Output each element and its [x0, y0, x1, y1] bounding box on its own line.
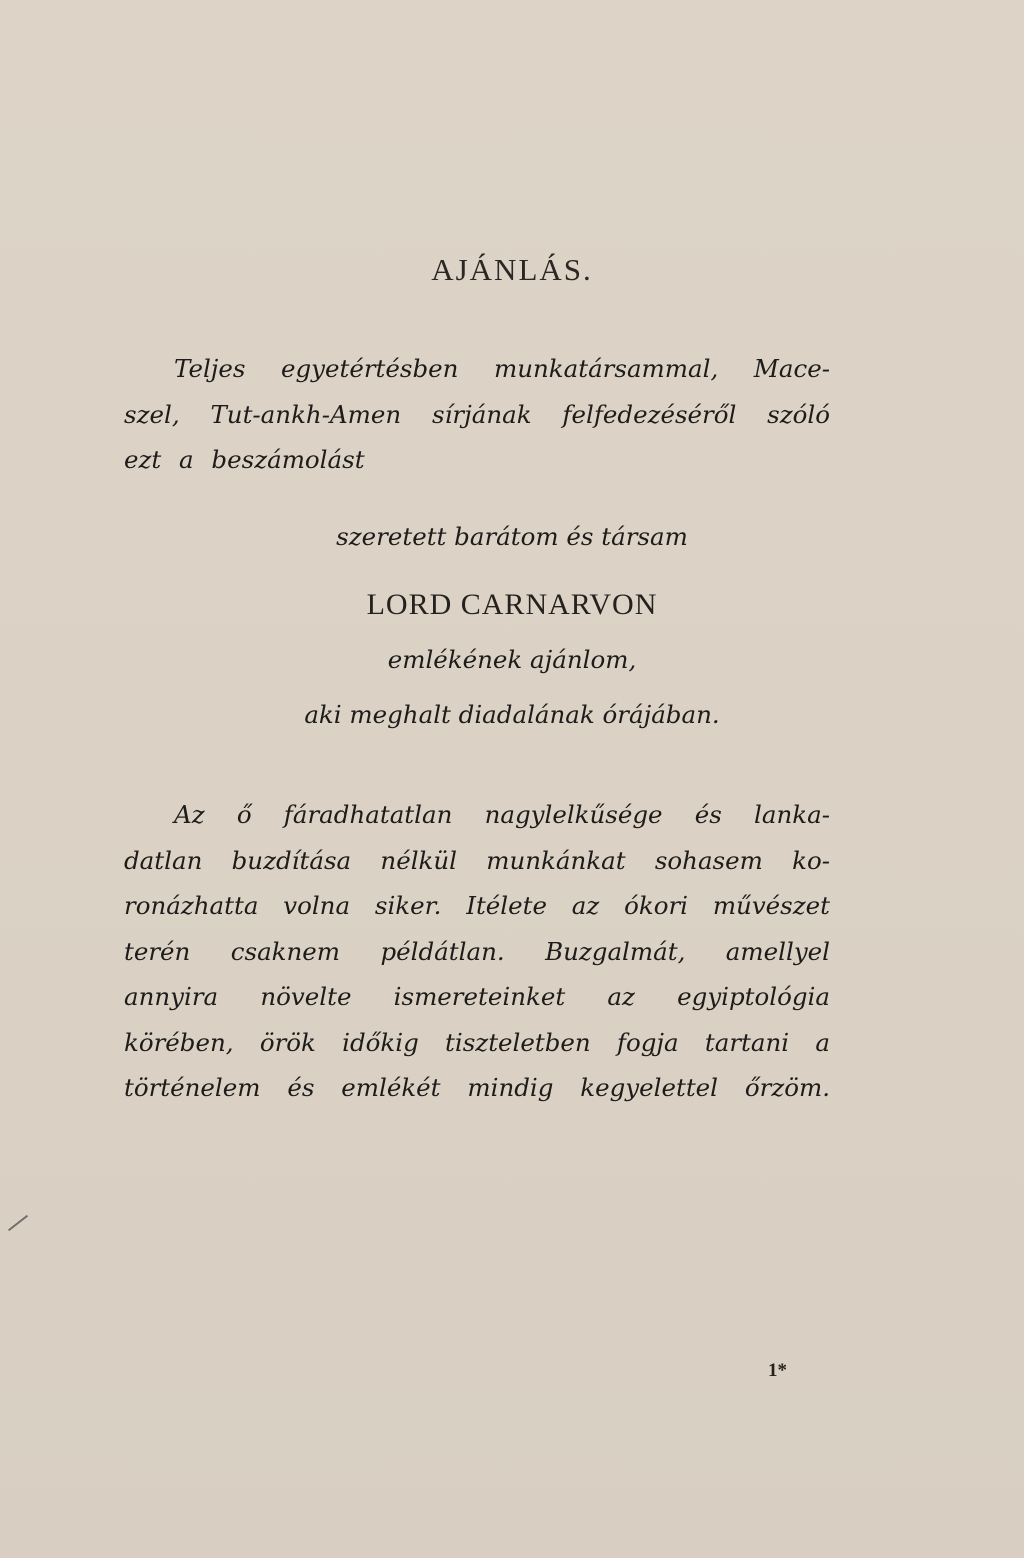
tribute-line: történelem és emlékét mindig kegyelettel őrzöm.: [124, 1073, 830, 1102]
dedication-line: Teljes egyetértésben munkatársammal, Mace-: [174, 354, 830, 383]
dedicatee-name: LORD CARNARVON: [366, 588, 658, 621]
tribute-line: körében, örök időkig tiszteletben fogja tartani a: [124, 1027, 830, 1057]
memory-line: emlékének ajánlom,: [387, 645, 637, 674]
tribute-line: Az ő fáradhatatlan nagylelkűsége és lanka-: [174, 800, 830, 829]
dedication-paragraph: [124, 346, 830, 483]
pencil-mark: [8, 1215, 28, 1231]
page-title: AJÁNLÁS.: [431, 252, 593, 287]
friend-line: szeretett barátom és társam: [336, 522, 688, 551]
dedication-line: szel, Tut-ankh-Amen sírjának felfedezéséről szóló: [124, 399, 830, 429]
tribute-line: terén csaknem példátlan. Buzgalmát, amellyel: [124, 936, 830, 966]
tribute-line: ronázhatta volna siker. Itélete az ókori művészet: [124, 891, 830, 920]
died-line: aki meghalt diadalának órájában.: [304, 700, 720, 729]
tribute-paragraph: [124, 792, 830, 1111]
page-number: 1*: [768, 1360, 787, 1381]
tribute-line: annyira növelte ismereteinket az egyiptológia: [124, 982, 830, 1011]
tribute-line: datlan buzdítása nélkül munkánkat sohasem ko-: [124, 845, 830, 875]
dedication-line: ezt a beszámolást: [124, 445, 365, 474]
